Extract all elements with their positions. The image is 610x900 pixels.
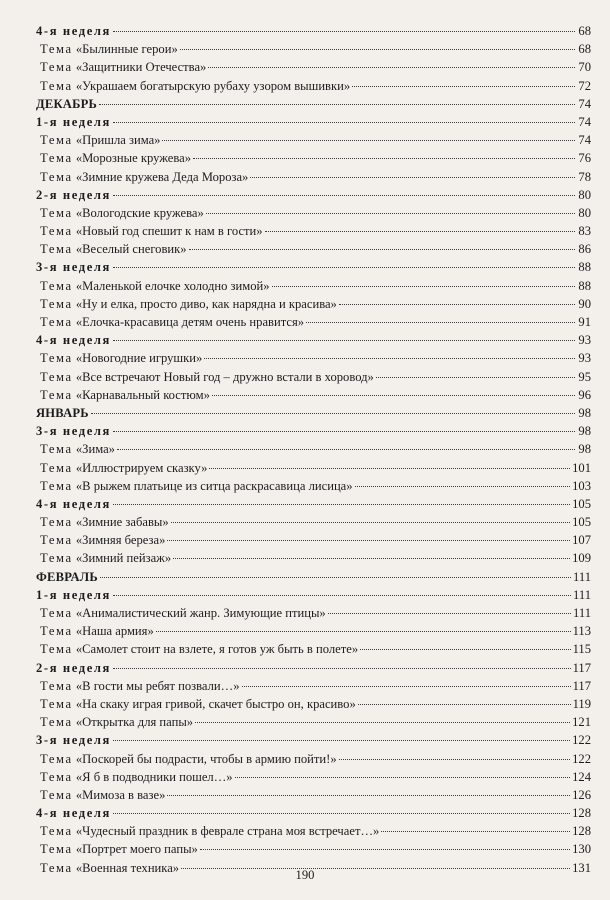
toc-topic-row [36, 477, 591, 495]
topic-keyword: Тема [40, 133, 73, 148]
toc-topic-row [36, 531, 591, 549]
toc-entry-label [36, 313, 304, 331]
dot-leader [208, 67, 575, 68]
topic-title: «Самолет стоит на взлете, я готов уж быть в полете» [75, 642, 359, 657]
topic-title: «Зимняя береза» [75, 533, 166, 548]
dot-leader [200, 849, 570, 850]
dot-leader [355, 486, 571, 487]
toc-week-row [36, 422, 591, 440]
toc-entry-label [36, 459, 207, 477]
toc-entry-label [36, 622, 154, 640]
toc-topic-row [36, 295, 591, 313]
toc-topic-row [36, 513, 591, 531]
toc-page-ref: 68 [578, 42, 591, 57]
dot-leader [180, 49, 575, 50]
toc-entry-label: 4-я неделя [36, 496, 111, 511]
toc-page-ref: 80 [578, 205, 591, 220]
toc-entry-label [36, 549, 171, 567]
toc-page-ref: 95 [578, 369, 591, 384]
topic-keyword: Тема [40, 296, 73, 311]
toc-entry-label [36, 531, 165, 549]
topic-title: «Маленькой елочке холодно зимой» [75, 278, 270, 293]
dot-leader [272, 286, 575, 287]
toc-page-ref: 130 [572, 842, 591, 857]
topic-keyword: Тема [40, 169, 73, 184]
topic-title: «Пришла зима» [75, 133, 161, 148]
toc-week-row [36, 258, 591, 276]
topic-keyword: Тема [40, 751, 73, 766]
dot-leader [250, 177, 575, 178]
toc-page-ref: 111 [573, 606, 591, 620]
toc-page-ref: 74 [578, 133, 591, 148]
dot-leader [113, 267, 575, 268]
toc-page-ref: 74 [578, 114, 591, 129]
dot-leader [113, 813, 570, 814]
dot-leader [235, 777, 571, 778]
toc-page-ref: 109 [572, 551, 591, 566]
topic-title: «Украшаем богатырскую рубаху узором вышивки» [75, 78, 351, 93]
toc-page-ref: 91 [578, 315, 591, 329]
toc-topic-row [36, 713, 591, 731]
topic-title: «Зимние кружева Деда Мороза» [75, 169, 249, 184]
topic-keyword: Тема [40, 769, 73, 784]
toc-entry-label [36, 149, 191, 167]
toc-topic-row [36, 149, 591, 167]
toc-page-ref: 103 [572, 478, 591, 493]
toc-page-ref: 111 [573, 587, 591, 602]
toc-week-row [36, 331, 591, 349]
toc-topic-row [36, 677, 591, 695]
dot-leader [113, 504, 570, 505]
topic-title: «Зима» [75, 442, 115, 457]
topic-title: «Иллюстрируем сказку» [75, 460, 208, 475]
dot-leader [91, 413, 575, 414]
toc-entry-label: 4-я неделя [36, 24, 111, 38]
toc-page-ref: 74 [578, 96, 591, 111]
topic-keyword: Тема [40, 278, 73, 293]
toc-entry-label: 4-я неделя [36, 333, 111, 348]
dot-leader [113, 122, 575, 123]
toc-topic-row [36, 622, 591, 640]
dot-leader [358, 704, 571, 705]
dot-leader [117, 449, 575, 450]
topic-title: «Мимоза в вазе» [75, 787, 166, 802]
dot-leader [113, 595, 571, 596]
topic-keyword: Тема [40, 787, 73, 802]
dot-leader [339, 759, 570, 760]
toc-entry-label: 3-я неделя [36, 424, 111, 439]
topic-title: «На скаку играя гривой, скачет быстро он, красиво» [75, 696, 356, 711]
topic-title: «Елочка-красавица детям очень нравится» [75, 315, 305, 329]
topic-title: «Ну и елка, просто диво, как нарядна и красива» [75, 296, 337, 311]
dot-leader [265, 231, 575, 232]
topic-keyword: Тема [40, 533, 73, 548]
toc-entry-label [36, 368, 374, 386]
toc-topic-row [36, 313, 591, 331]
toc-page-ref: 122 [572, 751, 591, 766]
dot-leader [212, 395, 575, 396]
toc-page-ref: 111 [573, 569, 591, 584]
toc-entry-label [36, 277, 270, 295]
toc-page-ref: 70 [578, 60, 591, 75]
toc-entry-label [36, 386, 210, 404]
toc-entry-label [36, 750, 337, 768]
toc-page-ref: 98 [578, 405, 591, 420]
toc-entry-label [36, 168, 248, 186]
topic-title: «Чудесный праздник в феврале страна моя встречает…» [75, 824, 380, 839]
dot-leader [360, 649, 570, 650]
topic-title: «Анималистический жанр. Зимующие птицы» [75, 606, 326, 620]
toc-topic-row [36, 368, 591, 386]
dot-leader [167, 540, 570, 541]
toc-entry-label [36, 677, 240, 695]
toc-page-ref: 101 [572, 460, 591, 475]
topic-keyword: Тема [40, 478, 73, 493]
toc-entry-label [36, 513, 169, 531]
topic-keyword: Тема [40, 369, 73, 384]
toc-page-ref: 86 [578, 242, 591, 257]
dot-leader [352, 86, 575, 87]
dot-leader [113, 31, 575, 32]
topic-title: «Зимние забавы» [75, 515, 169, 530]
dot-leader [113, 431, 575, 432]
toc-topic-row [36, 277, 591, 295]
toc-topic-row [36, 204, 591, 222]
toc-page-ref: 83 [578, 224, 591, 239]
dot-leader [113, 340, 575, 341]
dot-leader [209, 468, 570, 469]
topic-title: «Открытка для папы» [75, 715, 194, 730]
toc-entry-label [36, 349, 202, 367]
toc-topic-row [36, 240, 591, 258]
topic-title: «Новый год спешит к нам в гости» [75, 224, 263, 239]
toc-topic-row [36, 604, 591, 622]
toc-week-row [36, 586, 591, 604]
topic-keyword: Тема [40, 696, 73, 711]
toc-topic-row [36, 549, 591, 567]
toc-topic-row [36, 440, 591, 458]
topic-title: «Все встречают Новый год – дружно встали в хоровод» [75, 369, 374, 384]
toc-page-ref: 72 [578, 78, 591, 93]
dot-leader [189, 249, 575, 250]
dot-leader [113, 195, 575, 196]
toc-entry-label: 2-я неделя [36, 187, 111, 202]
toc-entry-label: ЯНВАРЬ [36, 405, 89, 420]
toc-entry-label: 2-я неделя [36, 660, 111, 675]
toc-entry-label: 4-я неделя [36, 806, 111, 821]
topic-keyword: Тема [40, 205, 73, 220]
toc-entry-label [36, 222, 263, 240]
toc-entry-label [36, 58, 206, 76]
dot-leader [162, 140, 575, 141]
toc-topic-row [36, 695, 591, 713]
toc-page-ref: 88 [578, 278, 591, 293]
topic-keyword: Тема [40, 460, 73, 475]
topic-keyword: Тема [40, 78, 73, 93]
topic-title: «Поскорей бы подрасти, чтобы в армию пойти!» [75, 751, 337, 766]
toc-topic-row [36, 459, 591, 477]
toc-entry-label [36, 768, 233, 786]
toc-topic-row [36, 822, 591, 840]
topic-keyword: Тема [40, 842, 73, 857]
topic-keyword: Тема [40, 515, 73, 530]
topic-keyword: Тема [40, 387, 73, 402]
topic-title: «Защитники Отечества» [75, 60, 207, 75]
dot-leader [113, 740, 570, 741]
topic-keyword: Тема [40, 678, 73, 693]
topic-title: «Портрет моего папы» [75, 842, 198, 857]
toc-topic-row [36, 386, 591, 404]
toc-topic-row [36, 58, 591, 76]
toc-page-ref: 117 [572, 678, 591, 693]
topic-title: «Веселый снеговик» [75, 242, 187, 257]
topic-title: «В рыжем платьице из ситца раскрасавица лисица» [75, 478, 353, 493]
toc-topic-row [36, 168, 591, 186]
toc-topic-row [36, 768, 591, 786]
toc-entry-label [36, 786, 165, 804]
toc-page-ref: 76 [578, 151, 591, 166]
dot-leader [204, 358, 575, 359]
topic-title: «Я б в подводники пошел…» [75, 769, 233, 784]
topic-title: «Былинные герои» [75, 42, 178, 57]
toc-topic-row [36, 640, 591, 658]
toc-page-ref: 117 [572, 660, 591, 675]
dot-leader [339, 304, 575, 305]
toc-week-row [36, 731, 591, 749]
toc-entry-label: 1-я неделя [36, 114, 111, 129]
toc-week-row [36, 22, 591, 40]
dot-leader [193, 158, 575, 159]
dot-leader [206, 213, 575, 214]
topic-title: «В гости мы ребят позвали…» [75, 678, 240, 693]
dot-leader [100, 577, 571, 578]
topic-keyword: Тема [40, 224, 73, 239]
toc-topic-row [36, 222, 591, 240]
topic-keyword: Тема [40, 351, 73, 366]
topic-title: «Наша армия» [75, 624, 154, 639]
dot-leader [306, 322, 575, 323]
toc-topic-row [36, 840, 591, 858]
topic-keyword: Тема [40, 42, 73, 57]
toc-month-row [36, 95, 591, 113]
toc-page-ref: 122 [572, 733, 591, 748]
toc-page-ref: 128 [572, 806, 591, 821]
toc-entry-label [36, 77, 350, 95]
toc-entry-label [36, 131, 160, 149]
toc-entry-label [36, 640, 358, 658]
dot-leader [328, 613, 571, 614]
toc-page-ref: 88 [578, 260, 591, 275]
toc-month-row [36, 404, 591, 422]
toc-page-ref: 131 [572, 860, 591, 875]
toc-entry-label: 3-я неделя [36, 733, 111, 748]
dot-leader [99, 104, 575, 105]
topic-title: «Морозные кружева» [75, 151, 192, 166]
toc-entry-label [36, 440, 115, 458]
toc-page-ref: 115 [572, 642, 591, 657]
toc-week-row [36, 113, 591, 131]
toc-page-ref: 93 [578, 333, 591, 348]
topic-keyword: Тема [40, 442, 73, 457]
toc-topic-row [36, 750, 591, 768]
toc-page-ref: 126 [572, 787, 591, 802]
toc-entry-label: ДЕКАБРЬ [36, 96, 98, 111]
topic-keyword: Тема [40, 642, 73, 657]
toc-topic-row [36, 786, 591, 804]
dot-leader [156, 631, 571, 632]
toc-page-ref: 96 [578, 387, 591, 402]
toc-entry-label [36, 204, 204, 222]
toc-topic-row [36, 349, 591, 367]
toc-week-row [36, 495, 591, 513]
toc-entry-label: 1-я неделя [36, 587, 111, 602]
topic-keyword: Тема [40, 715, 73, 730]
dot-leader [376, 377, 575, 378]
toc-entry-label [36, 40, 178, 58]
toc-page-ref: 128 [572, 824, 591, 839]
topic-title: «Карнавальный костюм» [75, 387, 210, 402]
toc-entry-label [36, 822, 379, 840]
topic-keyword: Тема [40, 60, 73, 75]
toc-topic-row [36, 131, 591, 149]
toc-entry-label [36, 604, 326, 622]
dot-leader [171, 522, 570, 523]
toc-entry-label [36, 695, 356, 713]
topic-keyword: Тема [40, 151, 73, 166]
toc-page-ref: 68 [578, 24, 591, 38]
toc-page-ref: 105 [572, 515, 591, 530]
toc-entry-label [36, 295, 337, 313]
toc-page-ref: 119 [572, 696, 591, 711]
page-number: 190 [295, 868, 315, 882]
toc-topic-row [36, 40, 591, 58]
toc-entry-label: 3-я неделя [36, 260, 111, 275]
topic-keyword: Тема [40, 624, 73, 639]
toc-page-ref: 105 [572, 496, 591, 511]
toc-topic-row [36, 77, 591, 95]
topic-title: «Военная техника» [75, 860, 180, 875]
toc-page-ref: 121 [572, 715, 591, 730]
toc-week-row [36, 186, 591, 204]
dot-leader [167, 795, 570, 796]
toc-page-ref: 93 [578, 351, 591, 366]
table-of-contents [36, 22, 591, 877]
topic-keyword: Тема [40, 860, 73, 875]
dot-leader [113, 668, 571, 669]
toc-page-ref: 107 [572, 533, 591, 548]
toc-page-ref: 113 [572, 624, 591, 639]
toc-page-ref: 78 [578, 169, 591, 184]
toc-page-ref: 98 [578, 442, 591, 457]
toc-page-ref: 98 [578, 424, 591, 439]
topic-title: «Вологодские кружева» [75, 205, 204, 220]
topic-keyword: Тема [40, 315, 73, 329]
toc-entry-label [36, 713, 193, 731]
topic-keyword: Тема [40, 606, 73, 620]
toc-entry-label [36, 840, 198, 858]
toc-page-ref: 80 [578, 187, 591, 202]
dot-leader [173, 558, 570, 559]
topic-keyword: Тема [40, 824, 73, 839]
toc-week-row [36, 804, 591, 822]
toc-page-ref: 124 [572, 769, 591, 784]
topic-title: «Зимний пейзаж» [75, 551, 172, 566]
dot-leader [195, 722, 570, 723]
topic-keyword: Тема [40, 551, 73, 566]
toc-month-row [36, 568, 591, 586]
toc-week-row [36, 659, 591, 677]
toc-entry-label [36, 477, 353, 495]
topic-title: «Новогодние игрушки» [75, 351, 203, 366]
toc-entry-label [36, 240, 187, 258]
dot-leader [381, 831, 570, 832]
toc-page-ref: 90 [578, 296, 591, 311]
toc-entry-label: ФЕВРАЛЬ [36, 569, 98, 584]
dot-leader [242, 686, 571, 687]
topic-keyword: Тема [40, 242, 73, 257]
